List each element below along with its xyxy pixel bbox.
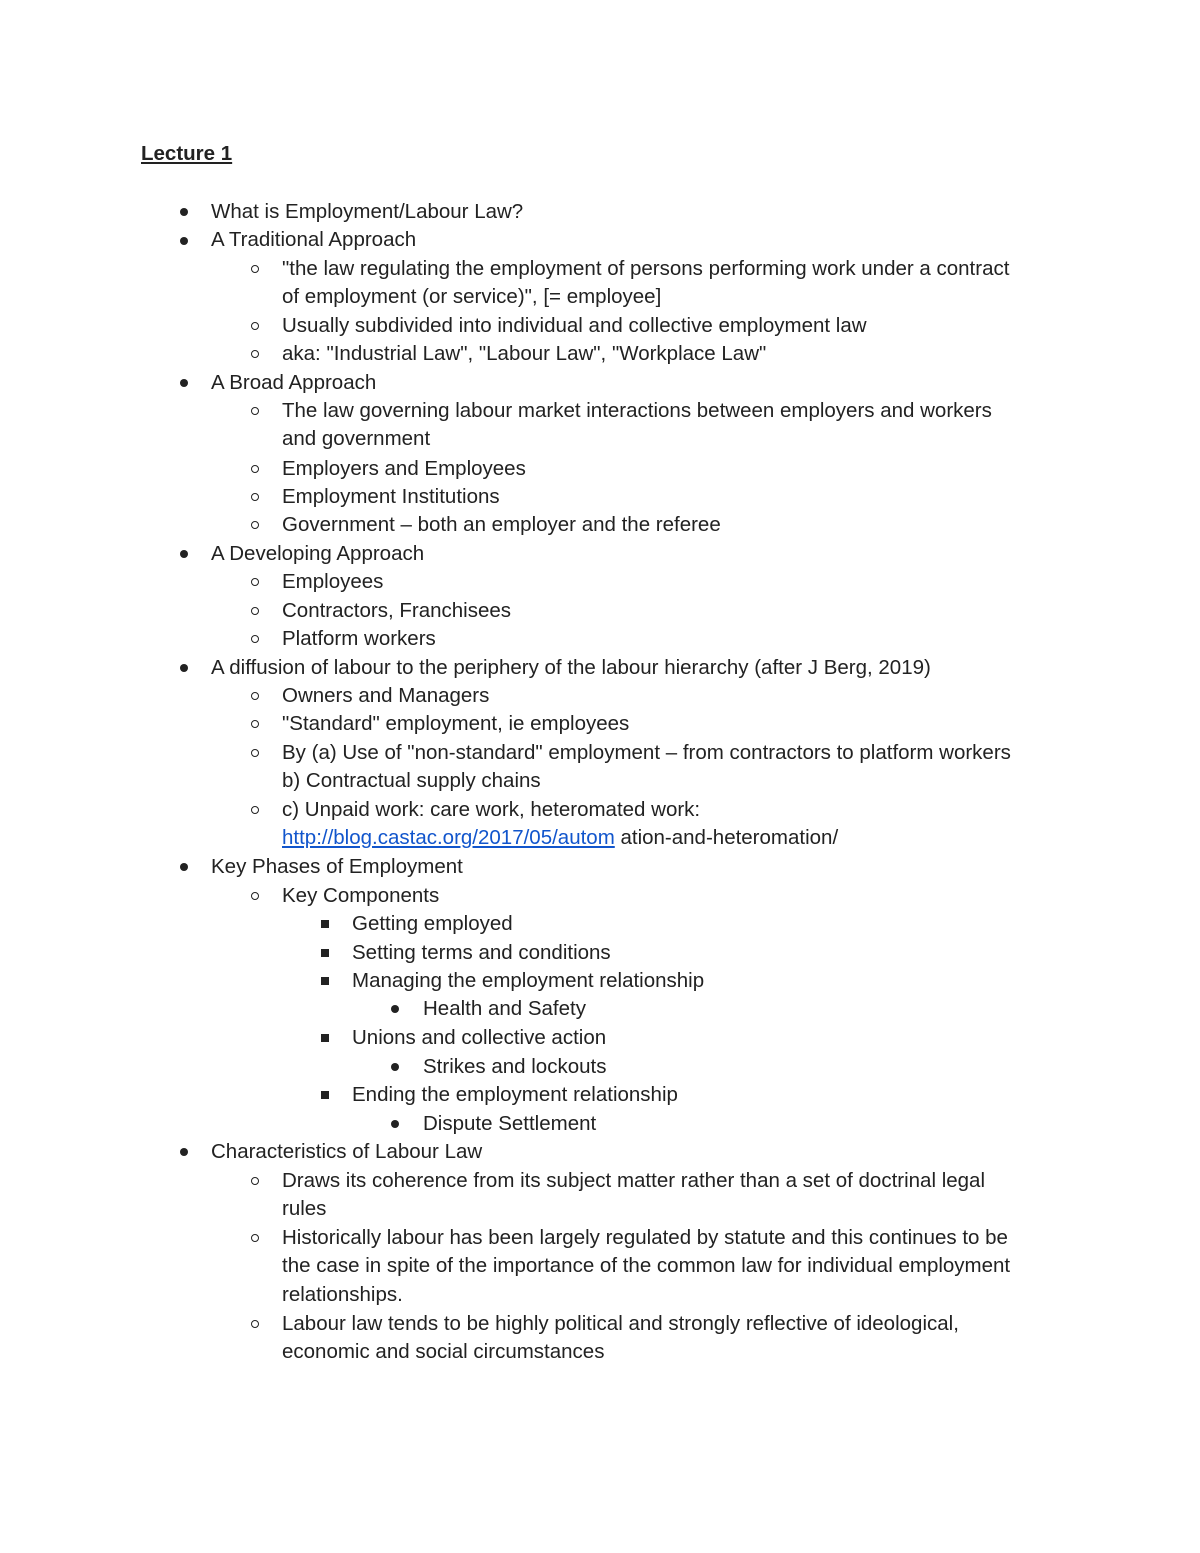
circle-bullet-icon <box>251 350 259 358</box>
list-item: Key Phases of Employment <box>211 855 463 878</box>
square-bullet-icon <box>321 949 329 957</box>
list-item: Ending the employment relationship <box>352 1083 678 1106</box>
square-bullet-icon <box>321 977 329 985</box>
list-item: Strikes and lockouts <box>423 1055 607 1078</box>
list-item: Usually subdivided into individual and collective employment law <box>282 314 867 337</box>
circle-bullet-icon <box>251 465 259 473</box>
list-item-continuation: economic and social circumstances <box>282 1340 605 1363</box>
list-item: A Developing Approach <box>211 542 425 565</box>
circle-bullet-icon <box>251 607 259 615</box>
list-item-continuation <box>282 826 838 850</box>
page-title: Lecture 1 <box>141 142 233 165</box>
list-item-continuation: relationships. <box>282 1283 403 1306</box>
square-bullet-icon <box>321 920 329 928</box>
circle-bullet-icon <box>251 1234 259 1242</box>
bullet-icon <box>180 237 188 245</box>
list-item: Setting terms and conditions <box>352 941 611 964</box>
list-item: A Broad Approach <box>211 371 377 394</box>
circle-bullet-icon <box>251 720 259 728</box>
circle-bullet-icon <box>251 407 259 415</box>
circle-bullet-icon <box>251 806 259 814</box>
list-item: "the law regulating the employment of persons performing work under a contract <box>282 257 1010 280</box>
list-item-continuation: and government <box>282 427 431 450</box>
square-bullet-icon <box>321 1034 329 1042</box>
list-item-continuation: of employment (or service)", [= employee] <box>282 285 662 308</box>
list-item: Labour law tends to be highly political and strongly reflective of ideological, <box>282 1312 959 1335</box>
list-item-continuation: the case in spite of the importance of the common law for individual employment <box>282 1254 1011 1277</box>
bullet-icon <box>391 1063 399 1071</box>
list-item: Contractors, Franchisees <box>282 599 512 622</box>
list-item: Health and Safety <box>423 997 586 1020</box>
circle-bullet-icon <box>251 635 259 643</box>
list-item: aka: "Industrial Law", "Labour Law", "Workplace Law" <box>282 342 767 365</box>
circle-bullet-icon <box>251 749 259 757</box>
list-item: What is Employment/Labour Law? <box>211 200 524 223</box>
circle-bullet-icon <box>251 521 259 529</box>
circle-bullet-icon <box>251 1320 259 1328</box>
list-item: Owners and Managers <box>282 684 490 707</box>
list-item: Platform workers <box>282 627 436 650</box>
list-item: "Standard" employment, ie employees <box>282 712 630 735</box>
circle-bullet-icon <box>251 578 259 586</box>
bullet-icon <box>180 664 188 672</box>
circle-bullet-icon <box>251 692 259 700</box>
list-item: Key Components <box>282 884 440 907</box>
bullet-icon <box>180 379 188 387</box>
circle-bullet-icon <box>251 892 259 900</box>
list-item: Dispute Settlement <box>423 1112 597 1135</box>
list-item: Historically labour has been largely regulated by statute and this continues to be <box>282 1226 1008 1249</box>
circle-bullet-icon <box>251 493 259 501</box>
circle-bullet-icon <box>251 1177 259 1185</box>
list-item: Employment Institutions <box>282 485 500 508</box>
list-item: Employers and Employees <box>282 457 526 480</box>
list-item-continuation: b) Contractual supply chains <box>282 769 541 792</box>
list-item: Characteristics of Labour Law <box>211 1140 483 1163</box>
list-item: Unions and collective action <box>352 1026 607 1049</box>
bullet-icon <box>180 550 188 558</box>
castac-blog-link[interactable]: http://blog.castac.org/2017/05/autom <box>282 826 615 849</box>
link-trailing-text: ation-and-heteromation/ <box>614 826 839 849</box>
circle-bullet-icon <box>251 322 259 330</box>
bullet-icon <box>180 208 188 216</box>
list-item: A Traditional Approach <box>211 228 417 251</box>
list-item: The law governing labour market interactions between employers and workers <box>282 399 992 422</box>
list-item: Draws its coherence from its subject matter rather than a set of doctrinal legal <box>282 1169 986 1192</box>
bullet-icon <box>180 863 188 871</box>
list-item: Managing the employment relationship <box>352 969 705 992</box>
list-item: Government – both an employer and the referee <box>282 513 721 536</box>
circle-bullet-icon <box>251 265 259 273</box>
list-item: By (a) Use of "non-standard" employment – from contractors to platform workers <box>282 741 1011 764</box>
list-item: Getting employed <box>352 912 513 935</box>
square-bullet-icon <box>321 1091 329 1099</box>
bullet-icon <box>391 1120 399 1128</box>
bullet-icon <box>391 1005 399 1013</box>
list-item-continuation: rules <box>282 1197 327 1220</box>
bullet-icon <box>180 1148 188 1156</box>
list-item: Employees <box>282 570 384 593</box>
list-item: c) Unpaid work: care work, heteromated work: <box>282 798 701 821</box>
list-item: A diffusion of labour to the periphery of the labour hierarchy (after J Berg, 2019) <box>211 656 931 679</box>
